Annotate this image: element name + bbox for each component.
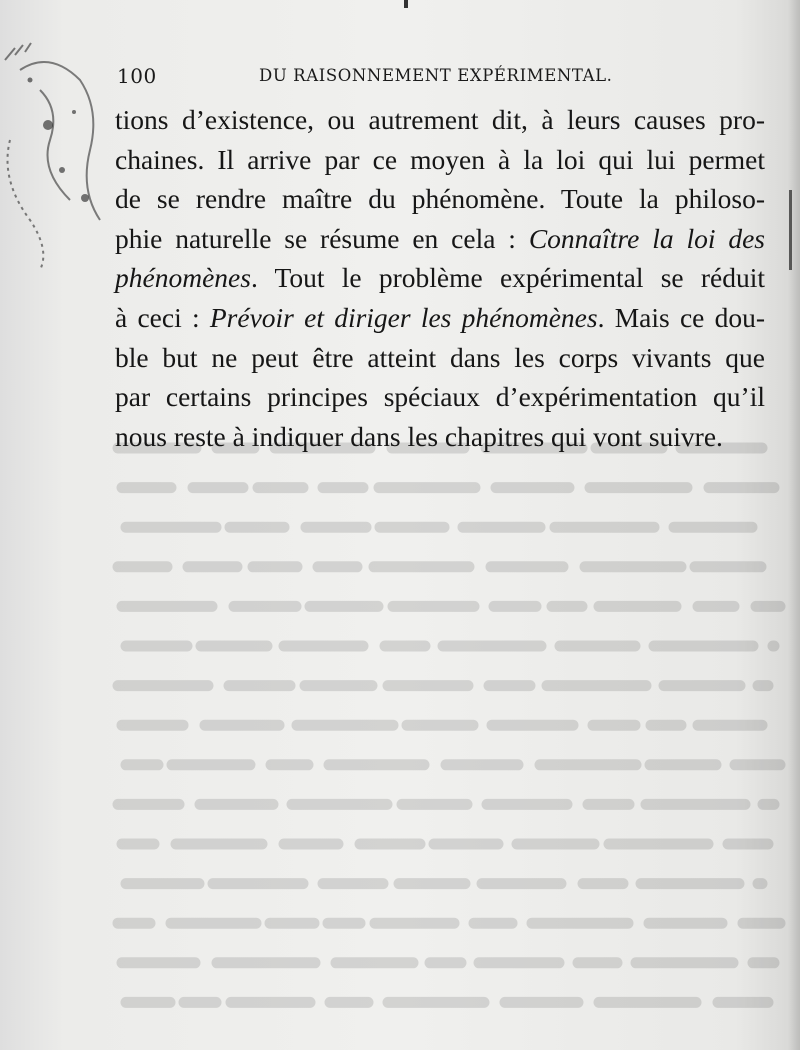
text-segment: tions d’existence, ou autrement dit, à leurs causes pro-: [115, 104, 765, 135]
text-segment: phie naturelle se résume en cela :: [115, 222, 529, 254]
text-line: [115, 100, 765, 140]
text-line: [115, 338, 765, 378]
italic-text: Prévoir et diriger les phénomènes: [209, 301, 598, 333]
text-line: [115, 140, 765, 180]
text-segment: . Tout le problème expérimental se réduit: [250, 262, 765, 294]
text-line: [115, 377, 765, 417]
text-segment: nous reste à indiquer dans les chapitres qui vont suivre.: [115, 420, 723, 452]
text-segment: de se rendre maître du phénomène. Toute la philoso-: [115, 183, 765, 215]
page-header: [117, 64, 765, 94]
page-number: 100: [117, 64, 157, 88]
text-segment: par certains principes spéciaux d’expérimentation qu’il: [115, 381, 765, 413]
text-line: [115, 298, 765, 338]
body-paragraph: [115, 100, 765, 456]
text-line: [115, 219, 765, 259]
text-segment: à ceci :: [115, 301, 210, 333]
top-edge-mark: [404, 0, 408, 8]
running-head: DU RAISONNEMENT EXPÉRIMENTAL.: [259, 66, 613, 85]
italic-text: phénomènes: [115, 262, 251, 294]
italic-text: Connaître la loi des: [528, 222, 766, 254]
text-line: [115, 258, 765, 298]
text-segment: . Mais ce dou-: [597, 301, 766, 333]
text-line: [115, 179, 765, 219]
text-segment: ble but ne peut être atteint dans les corps vivants que: [115, 341, 765, 373]
page-edge-shadow: [788, 0, 800, 1050]
text-line: [115, 417, 765, 457]
text-segment: chaines. Il arrive par ce moyen à la loi qui lui permet: [115, 143, 765, 175]
